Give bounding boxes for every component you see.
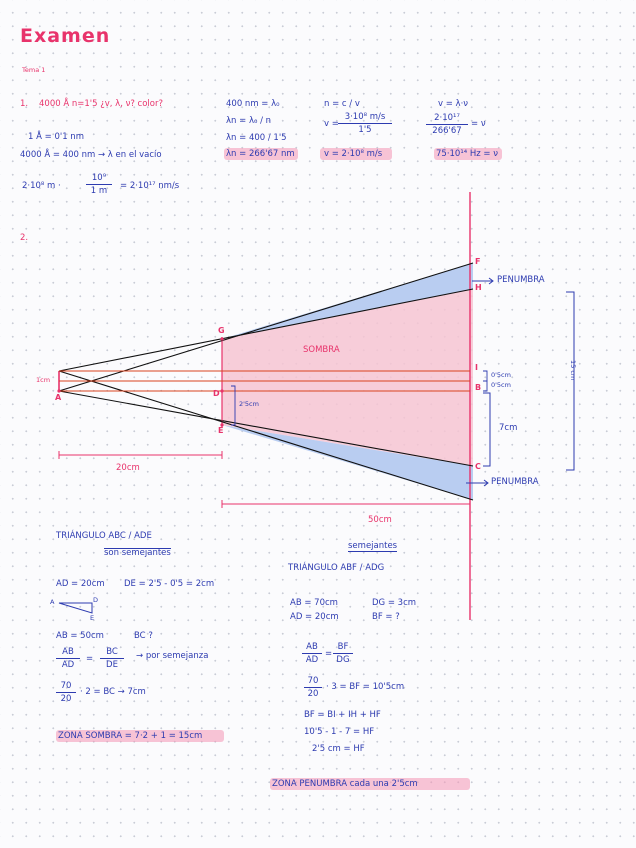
right-ratio-eq: =	[325, 649, 333, 659]
page-title: Examen	[20, 25, 111, 47]
left-line2b: BC ?	[134, 631, 153, 641]
label-point-h: H	[475, 283, 482, 292]
source-label: 1cm	[36, 376, 51, 384]
right-ratio1-den: AD	[305, 654, 319, 665]
left-heading2: son semejantes	[104, 548, 171, 558]
label-point-g: G	[218, 326, 225, 335]
left-heading: TRIÁNGULO ABC / ADE	[56, 531, 152, 541]
q1-col3-num: 3·10⁸ m/s	[338, 113, 392, 124]
bc-label: 7cm	[499, 423, 518, 433]
q1-col4-line3: 75·10¹⁴ Hz = ν	[436, 149, 498, 159]
q1-col4-line1: v = λ·ν	[438, 99, 469, 109]
q1-col3-line3: v = 2·10⁸ m/s	[324, 149, 383, 159]
q1-col4-eq: = ν	[471, 119, 486, 129]
right-ratio2-den: DG	[336, 654, 350, 665]
right-line2b: BF = ?	[372, 612, 400, 622]
penumbra-bottom-label: PENUMBRA	[491, 477, 539, 487]
page-subtitle: Tema 1	[22, 66, 46, 74]
left-ratio1-num: AB	[56, 648, 80, 659]
b-label: 0'5cm	[491, 381, 511, 389]
left-calc-num: 70	[56, 682, 76, 693]
left-calc-rest: · 2 = BC → 7cm	[80, 687, 146, 697]
right-calc-rest: · 3 = BF = 10'5cm	[326, 682, 405, 692]
right-hf: 2'5 cm = HF	[312, 744, 365, 754]
left-result: ZONA SOMBRA = 7·2 + 1 = 15cm	[58, 731, 203, 741]
q1-conversion: 4000 Å = 400 nm → λ en el vacío	[20, 150, 162, 160]
right-ratio1-num: AB	[302, 643, 322, 654]
q2-number: 2.	[20, 233, 29, 243]
point-d	[220, 389, 223, 392]
label-point-e: E	[218, 426, 224, 435]
q1-unit-den: 1 m	[90, 185, 108, 196]
q1-col3-v: v =	[324, 119, 339, 129]
point-g	[220, 337, 223, 340]
shadow-label: SOMBRA	[303, 345, 340, 355]
right-calc-den: 20	[307, 688, 319, 699]
left-ratio2-den: DE	[106, 659, 118, 670]
left-ratio2-num: BC	[100, 648, 124, 659]
left-ratio1	[56, 648, 80, 669]
dist-screen-line	[222, 500, 470, 508]
left-line2a: AB = 50cm	[56, 631, 104, 641]
b-bracket	[483, 381, 487, 391]
penumbra-top-label: PENUMBRA	[497, 275, 545, 285]
dist-ad-label: 20cm	[116, 463, 140, 473]
right-result: ZONA PENUMBRA cada una 2'5cm	[272, 779, 418, 789]
dist-ad-line	[59, 451, 222, 459]
left-calc-fraction	[56, 682, 76, 703]
q1-unit-left: 2·10⁸ m ·	[22, 181, 61, 191]
q1-col4-num: 2·10¹⁷	[426, 114, 468, 125]
ib-bracket	[483, 371, 487, 381]
q1-col2-line3: λn = 400 / 1'5	[226, 133, 287, 143]
q1-col2-line4: λn = 266'67 nm	[226, 149, 295, 159]
gap-label: 2'5cm	[239, 400, 259, 408]
right-ratio1	[302, 643, 322, 664]
label-point-b: B	[475, 383, 482, 392]
q1-col4-den: 266'67	[432, 125, 462, 136]
left-ratio1-den: AD	[61, 659, 75, 670]
q1-angstrom-def: 1 Å = 0'1 nm	[28, 132, 84, 142]
left-calc-den: 20	[60, 693, 72, 704]
mini-label-e: E	[90, 614, 95, 622]
right-line1a: AB = 70cm	[290, 598, 338, 608]
q1-prompt: 4000 Å n=1'5 ¿v, λ, ν? color?	[39, 99, 163, 109]
q1-unit-num: 10⁹	[86, 174, 112, 185]
right-heading: TRIÁNGULO ABF / ADG	[288, 563, 385, 573]
ib-label: 0'5cm	[491, 371, 511, 379]
right-sub: 10'5 - 1 - 7 = HF	[304, 727, 375, 737]
q1-unit-right: = 2·10¹⁷ nm/s	[120, 181, 180, 191]
q1-col3-line1: n = c / v	[324, 99, 360, 109]
mini-label-d: D	[93, 596, 99, 604]
q1-col2-line2: λn = λ₀ / n	[226, 116, 272, 126]
right-ratio2	[333, 643, 353, 664]
right-sum: BF = BI + IH + HF	[304, 710, 381, 720]
q1-col3-den: 1'5	[358, 124, 372, 135]
left-ratio2	[100, 648, 124, 669]
right-calc-num: 70	[304, 677, 322, 688]
label-point-a: A	[55, 393, 62, 402]
left-ratio-eq: =	[86, 654, 94, 664]
right-calc-fraction	[304, 677, 322, 698]
q1-col2-line1: 400 nm = λ₀	[226, 99, 280, 109]
left-ratio-note: → por semejanza	[136, 651, 209, 661]
right-heading-top: semejantes	[348, 541, 398, 551]
right-ratio2-num: BF	[333, 643, 353, 654]
right-line1b: DG = 3cm	[372, 598, 417, 608]
left-line1b: DE = 2'5 - 0'5 = 2cm	[124, 579, 215, 589]
right-line2a: AD = 20cm	[290, 612, 339, 622]
bc-bracket	[483, 393, 490, 466]
total-bracket	[566, 292, 574, 470]
shadow-region	[222, 289, 473, 466]
label-point-d: D	[213, 389, 220, 398]
dist-screen-label: 50cm	[368, 515, 392, 525]
label-point-i: I	[475, 363, 478, 372]
label-point-c: C	[475, 462, 481, 471]
total-label: 15 cm	[569, 360, 577, 381]
mini-label-a: A	[50, 598, 55, 606]
left-line1a: AD = 20cm	[56, 579, 105, 589]
label-point-f: F	[475, 257, 481, 266]
q1-number: 1.	[20, 99, 29, 109]
